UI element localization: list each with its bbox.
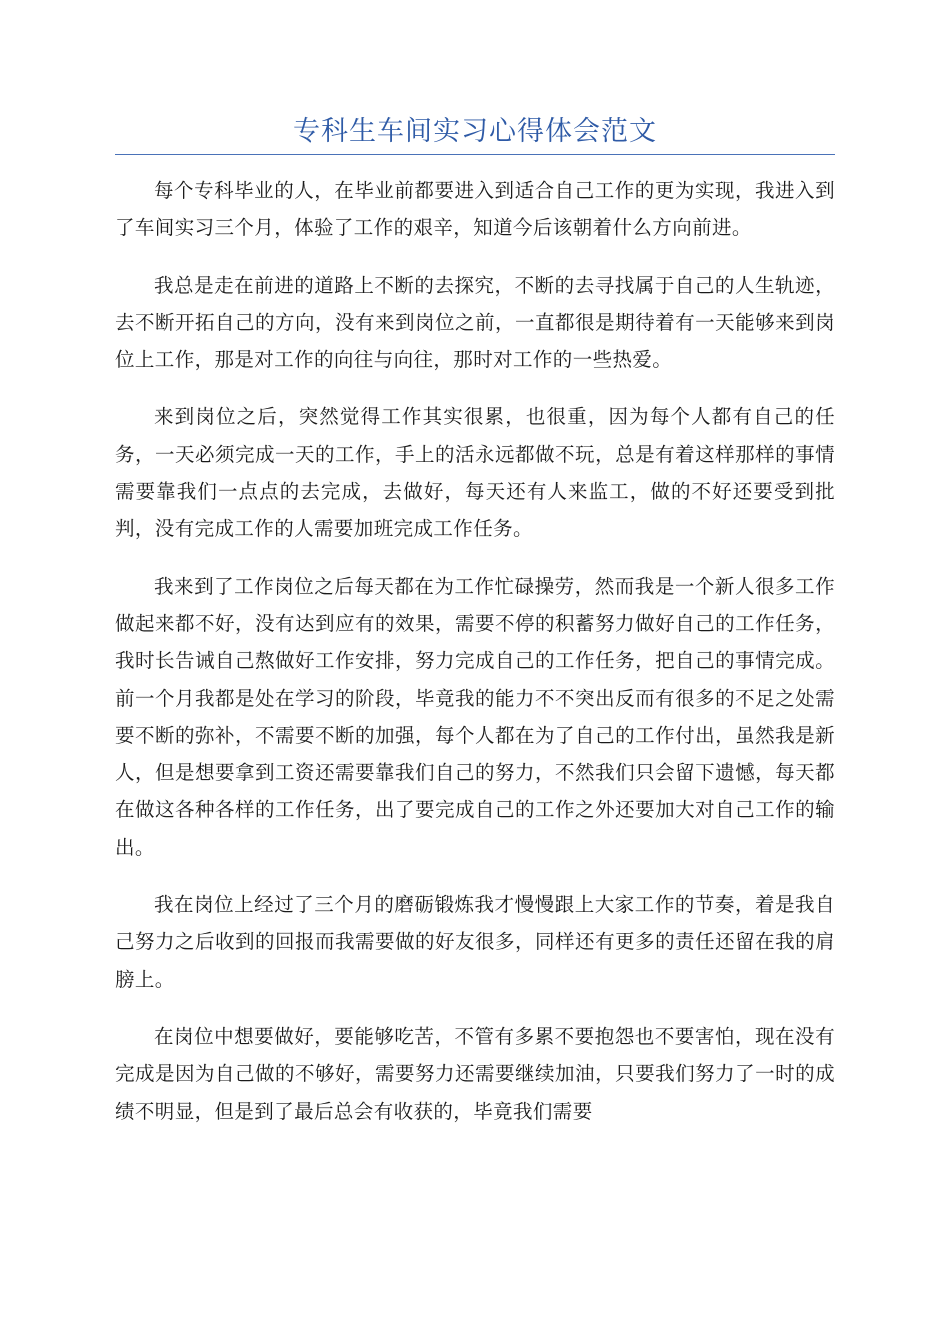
title-underline (115, 154, 835, 155)
document-body (115, 172, 835, 1150)
paragraph-3: 来到岗位之后，突然觉得工作其实很累，也很重，因为每个人都有自己的任务，一天必须完成一天的工作，手上的活永远都做不玩，总是有着这样那样的事情需要靠我们一点点的去完成，去做好，每天还有人来监工，做的不好还要受到批判，没有完成工作的人需要加班完成工作任务。 (115, 405, 835, 541)
paragraph-5: 我在岗位上经过了三个月的磨砺锻炼我才慢慢跟上大家工作的节奏，着是我自己努力之后收到的回报而我需要做的好友很多，同样还有更多的责任还留在我的肩膀上。 (115, 893, 835, 991)
paragraph-6: 在岗位中想要做好，要能够吃苦，不管有多累不要抱怨也不要害怕，现在没有完成是因为自己做的不够好，需要努力还需要继续加油，只要我们努力了一时的成绩不明显，但是到了最后总会有收获的，毕竟我们需要 (115, 1024, 835, 1123)
title-block (115, 112, 835, 155)
document-title: 专科生车间实习心得体会范文 (293, 116, 657, 147)
paragraph-1: 每个专科毕业的人，在毕业前都要进入到适合自己工作的更为实现，我进入到了车间实习三个月，体验了工作的艰辛，知道今后该朝着什么方向前进。 (115, 179, 835, 240)
paragraph-2: 我总是走在前进的道路上不断的去探究，不断的去寻找属于自己的人生轨迹，去不断开拓自己的方向，没有来到岗位之前，一直都很是期待着有一天能够来到岗位上工作，那是对工作的向往与向往，那时对工作的一些热爱。 (115, 273, 835, 372)
paragraph-4: 我来到了工作岗位之后每天都在为工作忙碌操劳，然而我是一个新人很多工作做起来都不好，没有达到应有的效果，需要不停的积蓄努力做好自己的工作任务，我时长告诫自己熬做好工作安排，努力完成自己的工作任务，把自己的事情完成。前一个月我都是处在学习的阶段，毕竟我的能力不不突出反而有很多的不足之处需要不断的弥补，不需要不断的加强，每个人都在为了自己的工作付出，虽然我是新人，但是想要拿到工资还需要靠我们自己的努力，不然我们只会留下遗憾，每天都在做这各种各样的工作任务，出了要完成自己的工作之外还要加大对自己工作的输出。 (115, 574, 835, 859)
